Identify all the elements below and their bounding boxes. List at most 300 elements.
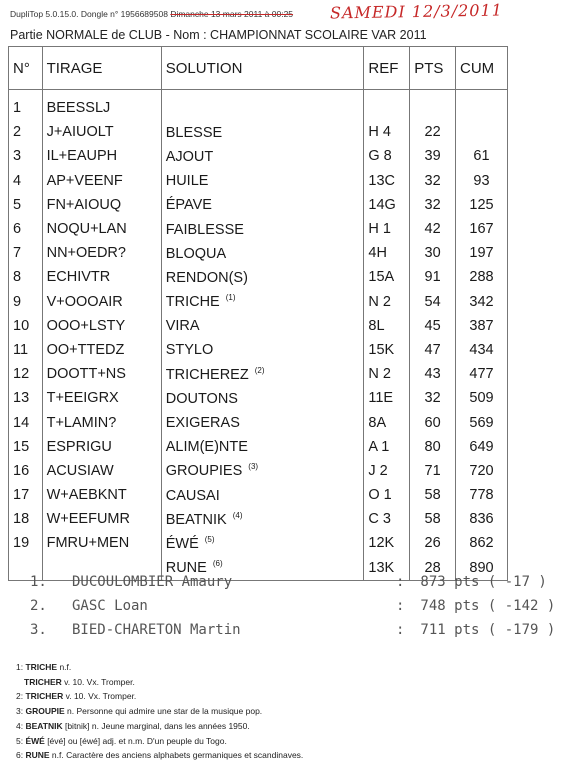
- footnote-definition: [évé] ou [éwé] adj. et n.m. D'un peuple du Togo.: [44, 735, 227, 746]
- cell-solution-text: DOUTONS: [165, 390, 238, 407]
- cell-cum-text: 93: [473, 172, 490, 189]
- ranking-row: [30, 598, 580, 622]
- cell-num: [9, 410, 43, 434]
- cell-num-text: 12: [13, 366, 30, 383]
- cell-tirage: [42, 144, 161, 168]
- footnote-definition: v. 10. Vx. Tromper.: [63, 691, 137, 702]
- cell-pts: [410, 314, 456, 338]
- cell-tirage-text: DOOTT+NS: [46, 366, 126, 383]
- cell-tirage: [42, 193, 161, 217]
- cell-num-text: 11: [13, 341, 29, 358]
- cell-solution-text: AJOUT: [165, 148, 214, 165]
- cell-cum-text: 862: [469, 535, 494, 552]
- cell-solution: [161, 314, 364, 338]
- header-cum: CUM: [456, 47, 508, 90]
- cell-num-text: 16: [13, 462, 30, 479]
- cell-tirage-text: BEESSLJ: [46, 100, 111, 117]
- cell-solution-text: EXIGERAS: [165, 415, 240, 432]
- cell-num: [9, 338, 43, 362]
- cell-ref: [364, 410, 410, 434]
- cell-tirage: [42, 265, 161, 289]
- cell-num-text: 19: [13, 535, 30, 552]
- cell-cum: [456, 483, 508, 507]
- cell-solution-text: ÉWÉ: [165, 535, 199, 552]
- rank-position: 2.: [30, 598, 47, 614]
- cell-pts-text: 54: [424, 293, 441, 310]
- footnote-word: ÉWÉ: [25, 735, 45, 746]
- cell-pts-text: 43: [424, 366, 441, 383]
- header-tirage: TIRAGE: [42, 47, 161, 90]
- cell-ref-text: 8A: [368, 414, 387, 431]
- cell-cum-text: 649: [469, 438, 494, 455]
- cell-num: [9, 265, 43, 289]
- rank-colon: :: [396, 622, 405, 638]
- cell-ref-text: 15K: [368, 341, 395, 358]
- table-row: [9, 507, 508, 531]
- cell-cum-text: 890: [469, 559, 494, 576]
- footnote: [16, 719, 303, 734]
- cell-tirage: [42, 483, 161, 507]
- cell-ref: [364, 90, 410, 121]
- cell-tirage: [42, 362, 161, 386]
- cell-ref: [364, 314, 410, 338]
- cell-solution: [161, 435, 364, 459]
- cell-pts: [410, 193, 456, 217]
- footnote: [16, 748, 303, 763]
- table-row: [9, 265, 508, 289]
- cell-ref-text: C 3: [368, 511, 391, 528]
- header-pts: PTS: [410, 47, 456, 90]
- cell-solution-text: VIRA: [165, 318, 200, 335]
- cell-num-text: 5: [13, 196, 22, 213]
- cell-solution-text: CAUSAI: [165, 487, 220, 504]
- cell-tirage: [42, 241, 161, 265]
- cell-num: [9, 435, 43, 459]
- footnote-definition: [bitnik] n. Jeune marginal, dans les années 1950.: [62, 720, 250, 731]
- cell-solution: [161, 483, 364, 507]
- ranking-list: [30, 574, 580, 646]
- rank-colon: :: [396, 574, 405, 590]
- cell-pts: [410, 507, 456, 531]
- cell-tirage: [42, 459, 161, 483]
- cell-cum: [456, 314, 508, 338]
- cell-ref: [364, 483, 410, 507]
- cell-num-text: 14: [13, 414, 30, 431]
- rank-position: 1.: [30, 574, 47, 590]
- cell-ref-text: 12K: [368, 535, 395, 552]
- cell-num-text: 6: [13, 221, 22, 238]
- table-row: [9, 338, 508, 362]
- cell-num: [9, 362, 43, 386]
- software-info: DupliTop 5.0.15.0. Dongle n° 1956689508: [10, 9, 168, 19]
- rank-position: 3.: [30, 622, 47, 638]
- cell-pts-text: 30: [424, 245, 441, 262]
- cell-pts: [410, 483, 456, 507]
- table-row: [9, 90, 508, 121]
- cell-cum-text: 778: [469, 487, 494, 504]
- footnote-ref: (4): [232, 510, 243, 520]
- cell-num-text: 15: [13, 438, 30, 455]
- cell-tirage: [42, 169, 161, 193]
- cell-cum: [456, 459, 508, 483]
- cell-num: [9, 531, 43, 555]
- cell-ref: [364, 290, 410, 314]
- cell-num: [9, 144, 43, 168]
- cell-solution: [161, 338, 364, 362]
- cell-pts: [410, 120, 456, 144]
- cell-ref: [364, 144, 410, 168]
- cell-num: [9, 241, 43, 265]
- cell-pts: [410, 265, 456, 289]
- footnote-word: TRICHER: [24, 676, 62, 687]
- footnote-number: 3:: [16, 706, 26, 717]
- cell-ref-text: 13C: [368, 172, 395, 189]
- cell-cum-text: 434: [469, 341, 494, 358]
- cell-num-text: 9: [13, 293, 22, 310]
- cell-solution: [161, 507, 364, 531]
- cell-cum-text: 61: [473, 148, 490, 165]
- table-body: [9, 90, 508, 581]
- cell-ref: [364, 120, 410, 144]
- cell-num: [9, 120, 43, 144]
- cell-pts-text: 42: [424, 221, 441, 238]
- cell-ref: [364, 217, 410, 241]
- cell-cum: [456, 120, 508, 144]
- footnotes: [16, 660, 303, 763]
- table-header-row: [9, 47, 508, 90]
- cell-ref-text: J 2: [368, 462, 388, 479]
- cell-ref: [364, 241, 410, 265]
- cell-cum: [456, 90, 508, 121]
- cell-solution: [161, 386, 364, 410]
- footnote-word: GROUPIE: [25, 706, 65, 717]
- cell-cum: [456, 531, 508, 555]
- cell-solution: [161, 459, 364, 483]
- cell-num: [9, 507, 43, 531]
- cell-solution: [161, 144, 364, 168]
- cell-num-text: 4: [13, 172, 22, 189]
- player-score: 711 pts ( -179 ): [412, 622, 556, 638]
- cell-pts-text: 47: [424, 341, 441, 358]
- table-row: [9, 435, 508, 459]
- footnote: [16, 704, 303, 719]
- rank-colon: :: [396, 598, 405, 614]
- cell-tirage-text: NN+OEDR?: [46, 245, 126, 262]
- cell-cum: [456, 507, 508, 531]
- cell-tirage-text: FMRU+MEN: [46, 535, 130, 552]
- header-num: N°: [9, 47, 43, 90]
- cell-ref-text: N 2: [368, 293, 391, 310]
- cell-cum: [456, 169, 508, 193]
- cell-pts-text: 26: [424, 535, 441, 552]
- header-solution: SOLUTION: [161, 47, 364, 90]
- table-row: [9, 217, 508, 241]
- footnote-number: 2:: [16, 691, 26, 702]
- cell-pts: [410, 459, 456, 483]
- cell-tirage-text: FN+AIOUQ: [46, 196, 122, 213]
- cell-num: [9, 314, 43, 338]
- cell-tirage: [42, 410, 161, 434]
- cell-tirage-text: W+EEFUMR: [46, 511, 130, 528]
- footnote-definition: v. 10. Vx. Tromper.: [61, 676, 135, 687]
- cell-solution: [161, 410, 364, 434]
- table-row: [9, 483, 508, 507]
- cell-tirage-text: ACUSIAW: [46, 462, 114, 479]
- player-score: 873 pts ( -17 ): [412, 574, 547, 590]
- table-row: [9, 410, 508, 434]
- cell-tirage-text: V+OOOAIR: [46, 293, 123, 310]
- cell-ref: [364, 386, 410, 410]
- cell-ref-text: N 2: [368, 366, 391, 383]
- cell-tirage: [42, 314, 161, 338]
- cell-pts: [410, 90, 456, 121]
- cell-tirage: [42, 435, 161, 459]
- cell-cum-text: 167: [469, 221, 494, 238]
- cell-ref-text: O 1: [368, 487, 392, 504]
- cell-num: [9, 90, 43, 121]
- cell-pts-text: 32: [424, 172, 441, 189]
- cell-pts-text: 91: [424, 269, 441, 286]
- cell-pts: [410, 362, 456, 386]
- cell-num-text: 17: [13, 487, 30, 504]
- cell-pts: [410, 290, 456, 314]
- cell-solution-text: STYLO: [165, 342, 214, 359]
- cell-solution-text: BLESSE: [165, 124, 223, 141]
- player-name: DUCOULOMBIER Amaury: [72, 574, 233, 590]
- player-name: BIED-CHARETON Martin: [72, 622, 241, 638]
- cell-ref-text: 4H: [368, 245, 387, 262]
- cell-cum: [456, 144, 508, 168]
- cell-pts-text: 58: [424, 487, 441, 504]
- cell-ref-text: A 1: [368, 438, 390, 455]
- cell-pts: [410, 410, 456, 434]
- cell-pts-text: 22: [424, 124, 441, 141]
- cell-solution-text: ALIM(E)NTE: [165, 439, 248, 456]
- cell-solution: [161, 169, 364, 193]
- footnote: [16, 675, 303, 690]
- cell-pts: [410, 531, 456, 555]
- cell-solution-text: GROUPIES: [165, 463, 243, 480]
- cell-cum-text: 387: [469, 317, 494, 334]
- cell-cum-text: 197: [469, 245, 494, 262]
- footnote-ref: (1): [225, 293, 236, 303]
- cell-cum: [456, 410, 508, 434]
- cell-tirage-text: J+AIUOLT: [46, 124, 114, 141]
- cell-tirage-text: IL+EAUPH: [46, 148, 118, 165]
- cell-num-text: 18: [13, 511, 30, 528]
- cell-cum: [456, 338, 508, 362]
- table-row: [9, 386, 508, 410]
- cell-cum: [456, 265, 508, 289]
- cell-pts-text: 45: [424, 317, 441, 334]
- cell-solution: [161, 290, 364, 314]
- cell-ref: [364, 507, 410, 531]
- table-row: [9, 120, 508, 144]
- cell-tirage-text: T+EEIGRX: [46, 390, 119, 407]
- table-row: [9, 314, 508, 338]
- ranking-row: [30, 574, 580, 598]
- ranking-row: [30, 622, 580, 646]
- cell-ref-text: 14G: [368, 196, 396, 213]
- cell-solution-text: RENDON(S): [165, 269, 248, 286]
- cell-pts-text: 39: [424, 148, 441, 165]
- cell-tirage: [42, 531, 161, 555]
- cell-solution-text: TRICHE: [165, 294, 220, 311]
- table-row: [9, 144, 508, 168]
- cell-pts-text: 32: [424, 390, 441, 407]
- handwritten-date: SAMEDI 12/3/2011: [329, 0, 504, 23]
- cell-pts-text: 71: [424, 462, 441, 479]
- table-row: [9, 362, 508, 386]
- cell-tirage: [42, 217, 161, 241]
- cell-tirage: [42, 507, 161, 531]
- cell-num-text: 7: [13, 245, 22, 262]
- cell-solution-text: FAIBLESSE: [165, 221, 244, 238]
- footnote-ref: (3): [248, 462, 259, 472]
- cell-cum: [456, 193, 508, 217]
- cell-pts: [410, 338, 456, 362]
- cell-pts: [410, 144, 456, 168]
- cell-pts: [410, 241, 456, 265]
- cell-solution: [161, 90, 364, 121]
- table-row: [9, 241, 508, 265]
- cell-solution-text: TRICHEREZ: [165, 366, 249, 383]
- table-row: [9, 531, 508, 555]
- cell-cum: [456, 386, 508, 410]
- cell-pts-text: 80: [424, 438, 441, 455]
- footnote-number: 6:: [16, 750, 26, 761]
- table-row: [9, 290, 508, 314]
- cell-solution-text: HUILE: [165, 173, 209, 190]
- footnote-definition: n.f.: [57, 662, 72, 672]
- cell-ref-text: 8L: [368, 317, 385, 334]
- footnote: [16, 660, 303, 675]
- cell-tirage-text: NOQU+LAN: [46, 221, 127, 238]
- cell-solution: [161, 193, 364, 217]
- footnote-word: RUNE: [25, 750, 50, 761]
- cell-ref-text: H 4: [368, 124, 391, 141]
- footnote-word: BEATNIK: [25, 720, 63, 731]
- cell-ref-text: 15A: [368, 269, 395, 286]
- table-row: [9, 193, 508, 217]
- cell-pts: [410, 386, 456, 410]
- cell-ref: [364, 338, 410, 362]
- cell-cum: [456, 290, 508, 314]
- cell-num-text: 2: [13, 124, 22, 141]
- cell-tirage-text: ECHIVTR: [46, 269, 111, 286]
- cell-cum-text: 509: [469, 390, 494, 407]
- cell-ref: [364, 265, 410, 289]
- cell-cum-text: 342: [469, 293, 494, 310]
- cell-solution-text: ÉPAVE: [165, 197, 212, 214]
- footnote-definition: n.f. Caractère des anciens alphabets germaniques et scandinaves.: [49, 750, 304, 761]
- cell-num: [9, 386, 43, 410]
- cell-cum-text: 125: [469, 196, 494, 213]
- player-name: GASC Loan: [72, 598, 148, 614]
- cell-cum: [456, 435, 508, 459]
- cell-ref-text: 11E: [368, 390, 394, 407]
- cell-cum-text: 836: [469, 511, 494, 528]
- cell-num: [9, 169, 43, 193]
- cell-num-text: 8: [13, 269, 22, 286]
- cell-solution-text: RUNE: [165, 560, 207, 577]
- cell-ref: [364, 459, 410, 483]
- cell-pts-text: 60: [424, 414, 441, 431]
- footnote-definition: n. Personne qui admire une star de la musique pop.: [64, 706, 263, 717]
- cell-cum: [456, 217, 508, 241]
- cell-ref: [364, 531, 410, 555]
- table-row: [9, 169, 508, 193]
- cell-tirage: [42, 338, 161, 362]
- game-table: [8, 46, 508, 581]
- cell-solution: [161, 217, 364, 241]
- cell-tirage-text: OO+TTEDZ: [46, 341, 125, 358]
- cell-num: [9, 483, 43, 507]
- cell-tirage: [42, 90, 161, 121]
- cell-num-text: 1: [13, 100, 22, 117]
- cell-tirage-text: W+AEBKNT: [46, 487, 127, 504]
- cell-tirage: [42, 120, 161, 144]
- footnote-number: 4:: [16, 720, 26, 731]
- cell-tirage-text: T+LAMIN?: [46, 414, 117, 431]
- cell-num: [9, 217, 43, 241]
- cell-solution-text: BEATNIK: [165, 511, 227, 528]
- cell-cum-text: 288: [469, 269, 494, 286]
- cell-pts: [410, 217, 456, 241]
- footnote-number: 5:: [16, 735, 26, 746]
- game-subtitle: Partie NORMALE de CLUB - Nom : CHAMPIONNAT SCOLAIRE VAR 2011: [10, 28, 427, 42]
- footnote-word: TRICHER: [25, 691, 64, 702]
- cell-cum-text: 477: [469, 366, 494, 383]
- cell-cum-text: 720: [469, 462, 494, 479]
- footnote-ref: (5): [204, 534, 215, 544]
- player-score: 748 pts ( -142 ): [412, 598, 556, 614]
- cell-cum: [456, 241, 508, 265]
- cell-solution: [161, 120, 364, 144]
- cell-num: [9, 459, 43, 483]
- footnote-number: 1:: [16, 662, 26, 672]
- software-header: [10, 9, 293, 19]
- cell-ref: [364, 362, 410, 386]
- header-ref: REF: [364, 47, 410, 90]
- cell-tirage-text: OOO+LSTY: [46, 317, 126, 334]
- footnote-ref: (2): [254, 365, 265, 375]
- cell-ref: [364, 169, 410, 193]
- cell-num: [9, 290, 43, 314]
- cell-tirage: [42, 290, 161, 314]
- footnote: [16, 689, 303, 704]
- cell-solution: [161, 362, 364, 386]
- cell-ref: [364, 435, 410, 459]
- cell-tirage: [42, 386, 161, 410]
- cell-num-text: 3: [13, 148, 22, 165]
- cell-solution: [161, 531, 364, 555]
- cell-ref-text: G 8: [368, 148, 392, 165]
- cell-pts-text: 58: [424, 511, 441, 528]
- footnote-word: TRICHE: [25, 662, 58, 672]
- table-row: [9, 459, 508, 483]
- cell-num-text: 10: [13, 317, 30, 334]
- cell-tirage-text: ESPRIGU: [46, 438, 112, 455]
- cell-cum: [456, 362, 508, 386]
- cell-solution: [161, 241, 364, 265]
- cell-pts-text: 32: [424, 196, 441, 213]
- footnote-ref: (6): [212, 559, 223, 569]
- footnote: [16, 734, 303, 749]
- cell-ref-text: 13K: [368, 559, 395, 576]
- cell-num: [9, 193, 43, 217]
- cell-ref-text: H 1: [368, 221, 391, 238]
